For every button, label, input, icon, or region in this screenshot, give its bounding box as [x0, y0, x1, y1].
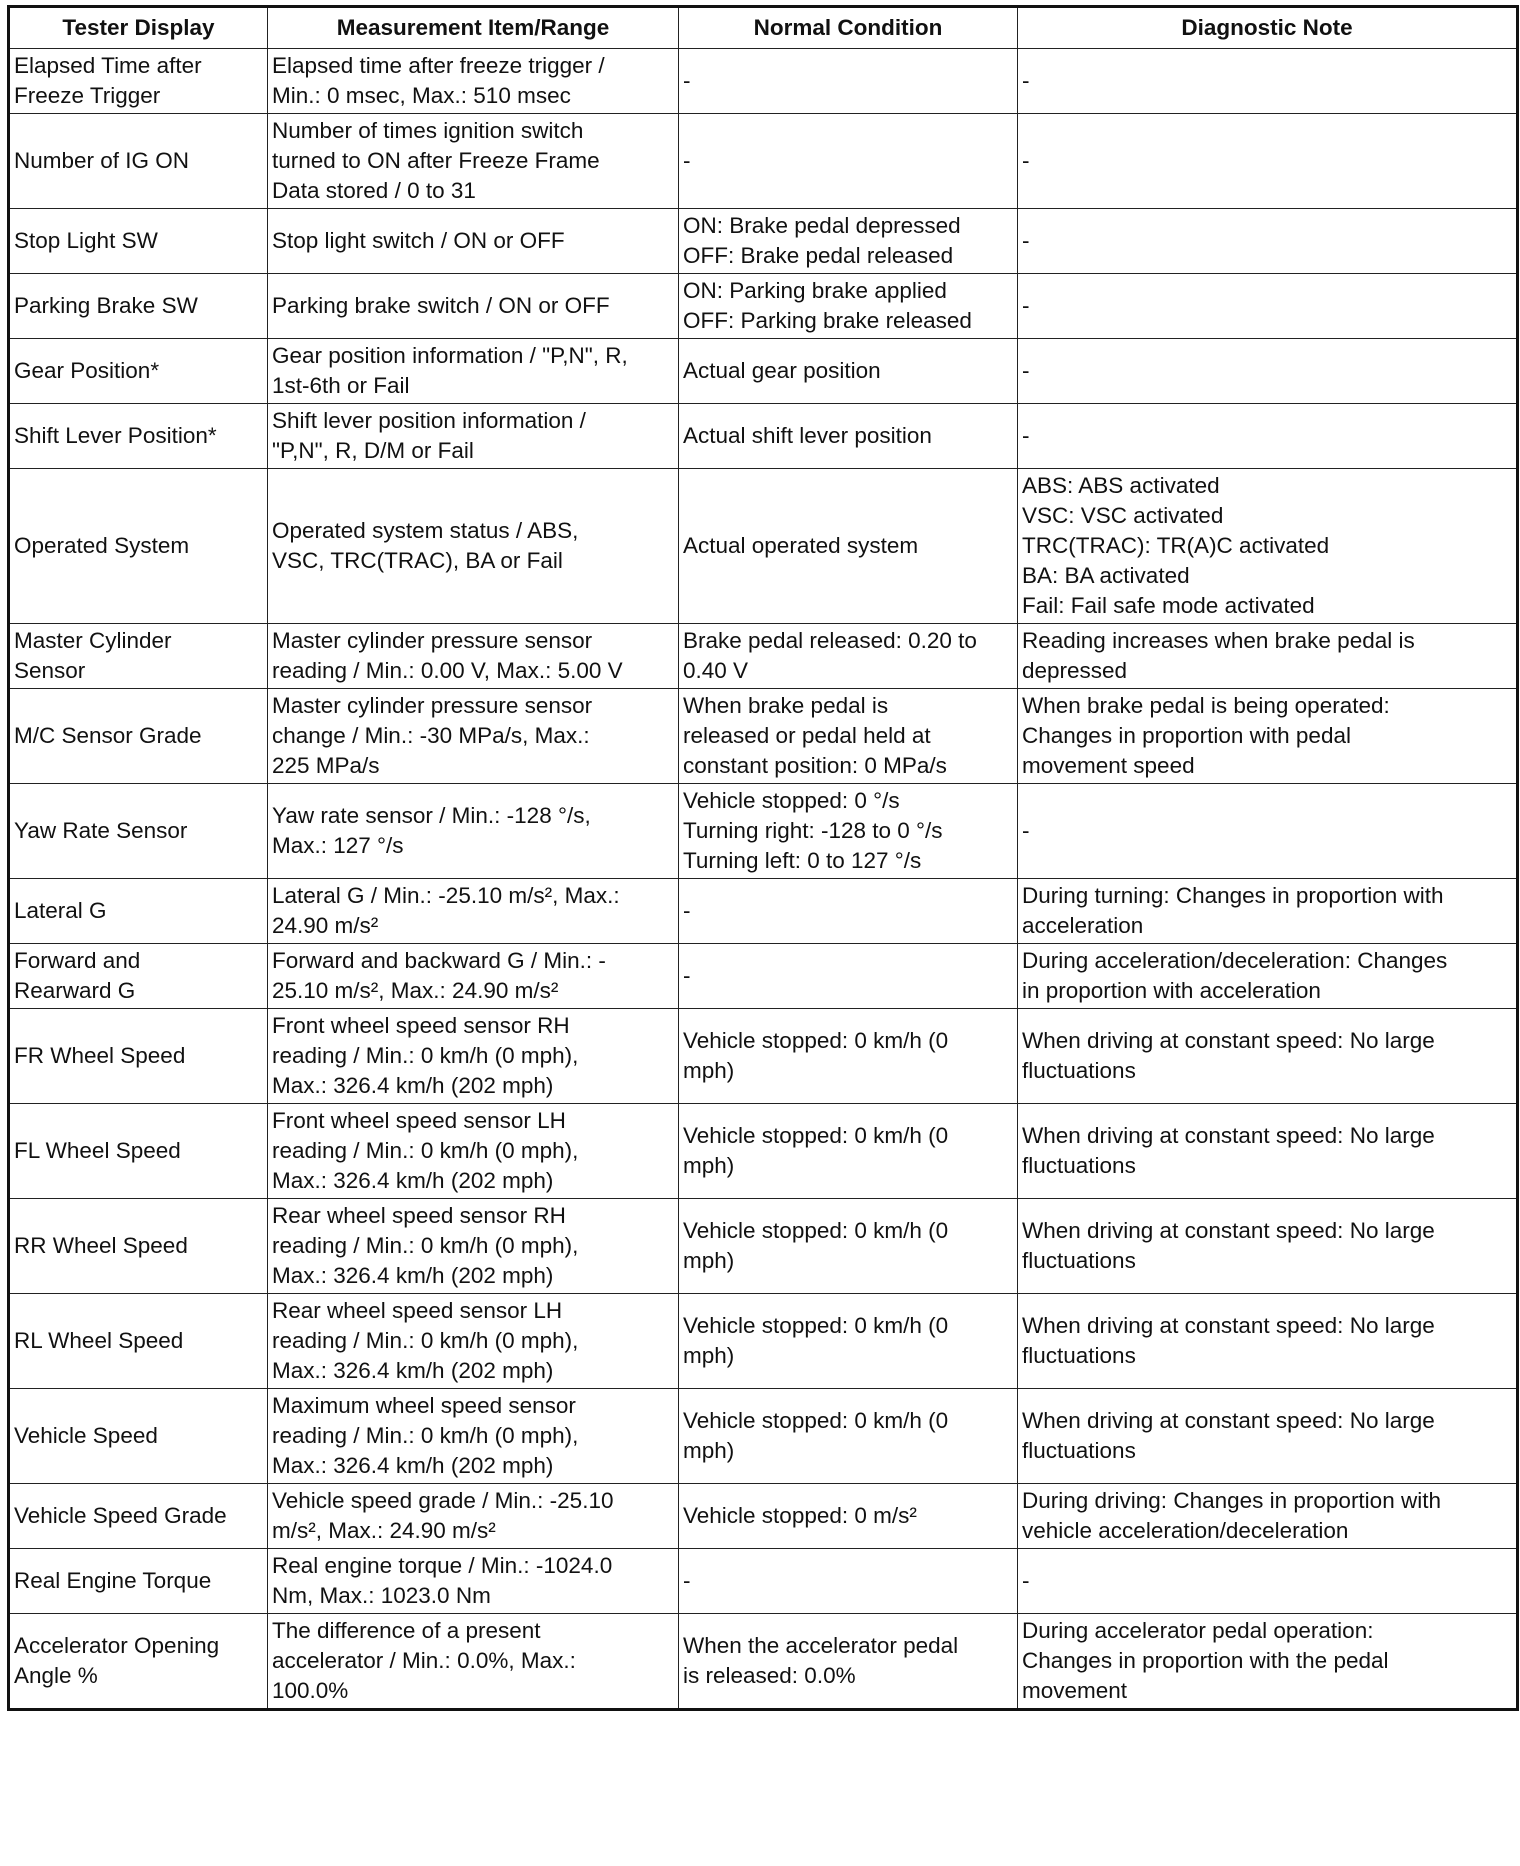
measurement-range-cell: Master cylinder pressure sensor reading / Min.: 0.00 V, Max.: 5.00 V: [268, 624, 679, 689]
measurement-range-cell: Front wheel speed sensor RH reading / Min.: 0 km/h (0 mph), Max.: 326.4 km/h (202 mph): [268, 1009, 679, 1104]
tester-display-cell: Yaw Rate Sensor: [9, 784, 268, 879]
header-tester-display: Tester Display: [9, 7, 268, 49]
table-row: [9, 1199, 1518, 1294]
table-row: [9, 1009, 1518, 1104]
normal-condition-cell: ON: Parking brake applied OFF: Parking brake released: [679, 274, 1018, 339]
tester-display-cell: FL Wheel Speed: [9, 1104, 268, 1199]
header-measurement-item: Measurement Item/Range: [268, 7, 679, 49]
table-row: [9, 404, 1518, 469]
measurement-range-cell: Shift lever position information / "P,N", R, D/M or Fail: [268, 404, 679, 469]
header-diagnostic-note: Diagnostic Note: [1018, 7, 1518, 49]
measurement-range-cell: Stop light switch / ON or OFF: [268, 209, 679, 274]
tester-display-cell: Parking Brake SW: [9, 274, 268, 339]
diagnostic-note-cell: When driving at constant speed: No large fluctuations: [1018, 1104, 1518, 1199]
table-row: [9, 1389, 1518, 1484]
tester-display-cell: Vehicle Speed: [9, 1389, 268, 1484]
diagnostic-note-cell: -: [1018, 209, 1518, 274]
measurement-range-cell: Yaw rate sensor / Min.: -128 °/s, Max.: 127 °/s: [268, 784, 679, 879]
measurement-range-cell: Front wheel speed sensor LH reading / Min.: 0 km/h (0 mph), Max.: 326.4 km/h (202 mph): [268, 1104, 679, 1199]
normal-condition-cell: -: [679, 879, 1018, 944]
diagnostic-note-cell: When driving at constant speed: No large fluctuations: [1018, 1199, 1518, 1294]
normal-condition-cell: Vehicle stopped: 0 km/h (0 mph): [679, 1199, 1018, 1294]
normal-condition-cell: Vehicle stopped: 0 m/s²: [679, 1484, 1018, 1549]
table-row: [9, 209, 1518, 274]
table-row: [9, 689, 1518, 784]
measurement-range-cell: Rear wheel speed sensor LH reading / Min.: 0 km/h (0 mph), Max.: 326.4 km/h (202 mph): [268, 1294, 679, 1389]
tester-display-cell: RR Wheel Speed: [9, 1199, 268, 1294]
table-row: [9, 1549, 1518, 1614]
table-row: [9, 784, 1518, 879]
table-row: [9, 1104, 1518, 1199]
normal-condition-cell: ON: Brake pedal depressed OFF: Brake pedal released: [679, 209, 1018, 274]
diagnostic-note-cell: -: [1018, 339, 1518, 404]
tester-display-cell: Gear Position*: [9, 339, 268, 404]
normal-condition-cell: -: [679, 1549, 1018, 1614]
diagnostic-note-cell: Reading increases when brake pedal is depressed: [1018, 624, 1518, 689]
diagnostic-note-cell: -: [1018, 274, 1518, 339]
diagnostic-note-cell: -: [1018, 49, 1518, 114]
normal-condition-cell: Vehicle stopped: 0 km/h (0 mph): [679, 1009, 1018, 1104]
tester-display-cell: FR Wheel Speed: [9, 1009, 268, 1104]
data-list-table-container: [7, 5, 1516, 1711]
measurement-range-cell: Master cylinder pressure sensor change / Min.: -30 MPa/s, Max.: 225 MPa/s: [268, 689, 679, 784]
header-row: [9, 7, 1518, 49]
measurement-range-cell: Elapsed time after freeze trigger / Min.: 0 msec, Max.: 510 msec: [268, 49, 679, 114]
tester-display-cell: RL Wheel Speed: [9, 1294, 268, 1389]
tester-display-cell: Real Engine Torque: [9, 1549, 268, 1614]
table-row: [9, 1484, 1518, 1549]
normal-condition-cell: When brake pedal is released or pedal held at constant position: 0 MPa/s: [679, 689, 1018, 784]
table-row: [9, 469, 1518, 624]
measurement-range-cell: Number of times ignition switch turned to ON after Freeze Frame Data stored / 0 to 31: [268, 114, 679, 209]
table-row: [9, 114, 1518, 209]
measurement-range-cell: Real engine torque / Min.: -1024.0 Nm, Max.: 1023.0 Nm: [268, 1549, 679, 1614]
measurement-range-cell: Operated system status / ABS, VSC, TRC(TRAC), BA or Fail: [268, 469, 679, 624]
diagnostic-note-cell: When driving at constant speed: No large fluctuations: [1018, 1009, 1518, 1104]
normal-condition-cell: Vehicle stopped: 0 °/s Turning right: -128 to 0 °/s Turning left: 0 to 127 °/s: [679, 784, 1018, 879]
table-row: [9, 339, 1518, 404]
measurement-range-cell: Forward and backward G / Min.: - 25.10 m/s², Max.: 24.90 m/s²: [268, 944, 679, 1009]
normal-condition-cell: Brake pedal released: 0.20 to 0.40 V: [679, 624, 1018, 689]
tester-display-cell: Stop Light SW: [9, 209, 268, 274]
normal-condition-cell: -: [679, 114, 1018, 209]
tester-display-cell: Shift Lever Position*: [9, 404, 268, 469]
normal-condition-cell: When the accelerator pedal is released: 0.0%: [679, 1614, 1018, 1710]
table-row: [9, 879, 1518, 944]
tester-display-cell: Operated System: [9, 469, 268, 624]
measurement-range-cell: Lateral G / Min.: -25.10 m/s², Max.: 24.90 m/s²: [268, 879, 679, 944]
measurement-range-cell: Rear wheel speed sensor RH reading / Min.: 0 km/h (0 mph), Max.: 326.4 km/h (202 mph): [268, 1199, 679, 1294]
diagnostic-note-cell: -: [1018, 784, 1518, 879]
tester-display-cell: Number of IG ON: [9, 114, 268, 209]
normal-condition-cell: Vehicle stopped: 0 km/h (0 mph): [679, 1294, 1018, 1389]
diagnostic-note-cell: During accelerator pedal operation: Changes in proportion with the pedal movement: [1018, 1614, 1518, 1710]
tester-display-cell: Lateral G: [9, 879, 268, 944]
normal-condition-cell: Vehicle stopped: 0 km/h (0 mph): [679, 1389, 1018, 1484]
diagnostic-note-cell: During acceleration/deceleration: Changes in proportion with acceleration: [1018, 944, 1518, 1009]
tester-display-cell: M/C Sensor Grade: [9, 689, 268, 784]
normal-condition-cell: Actual gear position: [679, 339, 1018, 404]
measurement-range-cell: Gear position information / "P,N", R, 1st-6th or Fail: [268, 339, 679, 404]
normal-condition-cell: -: [679, 944, 1018, 1009]
tester-display-cell: Master Cylinder Sensor: [9, 624, 268, 689]
tester-display-cell: Vehicle Speed Grade: [9, 1484, 268, 1549]
normal-condition-cell: Actual shift lever position: [679, 404, 1018, 469]
diagnostic-note-cell: During turning: Changes in proportion with acceleration: [1018, 879, 1518, 944]
tester-display-cell: Accelerator Opening Angle %: [9, 1614, 268, 1710]
normal-condition-cell: -: [679, 49, 1018, 114]
table-row: [9, 1614, 1518, 1710]
measurement-range-cell: Parking brake switch / ON or OFF: [268, 274, 679, 339]
table-row: [9, 274, 1518, 339]
diagnostic-note-cell: When driving at constant speed: No large fluctuations: [1018, 1294, 1518, 1389]
measurement-range-cell: Maximum wheel speed sensor reading / Min.: 0 km/h (0 mph), Max.: 326.4 km/h (202 mph): [268, 1389, 679, 1484]
table-row: [9, 944, 1518, 1009]
diagnostic-note-cell: -: [1018, 1549, 1518, 1614]
measurement-range-cell: The difference of a present accelerator / Min.: 0.0%, Max.: 100.0%: [268, 1614, 679, 1710]
header-normal-condition: Normal Condition: [679, 7, 1018, 49]
tester-display-cell: Forward and Rearward G: [9, 944, 268, 1009]
measurement-range-cell: Vehicle speed grade / Min.: -25.10 m/s², Max.: 24.90 m/s²: [268, 1484, 679, 1549]
tester-display-cell: Elapsed Time after Freeze Trigger: [9, 49, 268, 114]
diagnostic-note-cell: When brake pedal is being operated: Changes in proportion with pedal movement speed: [1018, 689, 1518, 784]
diagnostic-note-cell: ABS: ABS activated VSC: VSC activated TRC(TRAC): TR(A)C activated BA: BA activated Fail: Fail safe mode activated: [1018, 469, 1518, 624]
table-row: [9, 49, 1518, 114]
table-row: [9, 624, 1518, 689]
diagnostic-note-cell: When driving at constant speed: No large fluctuations: [1018, 1389, 1518, 1484]
data-list-table: [7, 5, 1519, 1711]
normal-condition-cell: Actual operated system: [679, 469, 1018, 624]
diagnostic-note-cell: -: [1018, 114, 1518, 209]
normal-condition-cell: Vehicle stopped: 0 km/h (0 mph): [679, 1104, 1018, 1199]
diagnostic-note-cell: -: [1018, 404, 1518, 469]
table-row: [9, 1294, 1518, 1389]
diagnostic-note-cell: During driving: Changes in proportion with vehicle acceleration/deceleration: [1018, 1484, 1518, 1549]
